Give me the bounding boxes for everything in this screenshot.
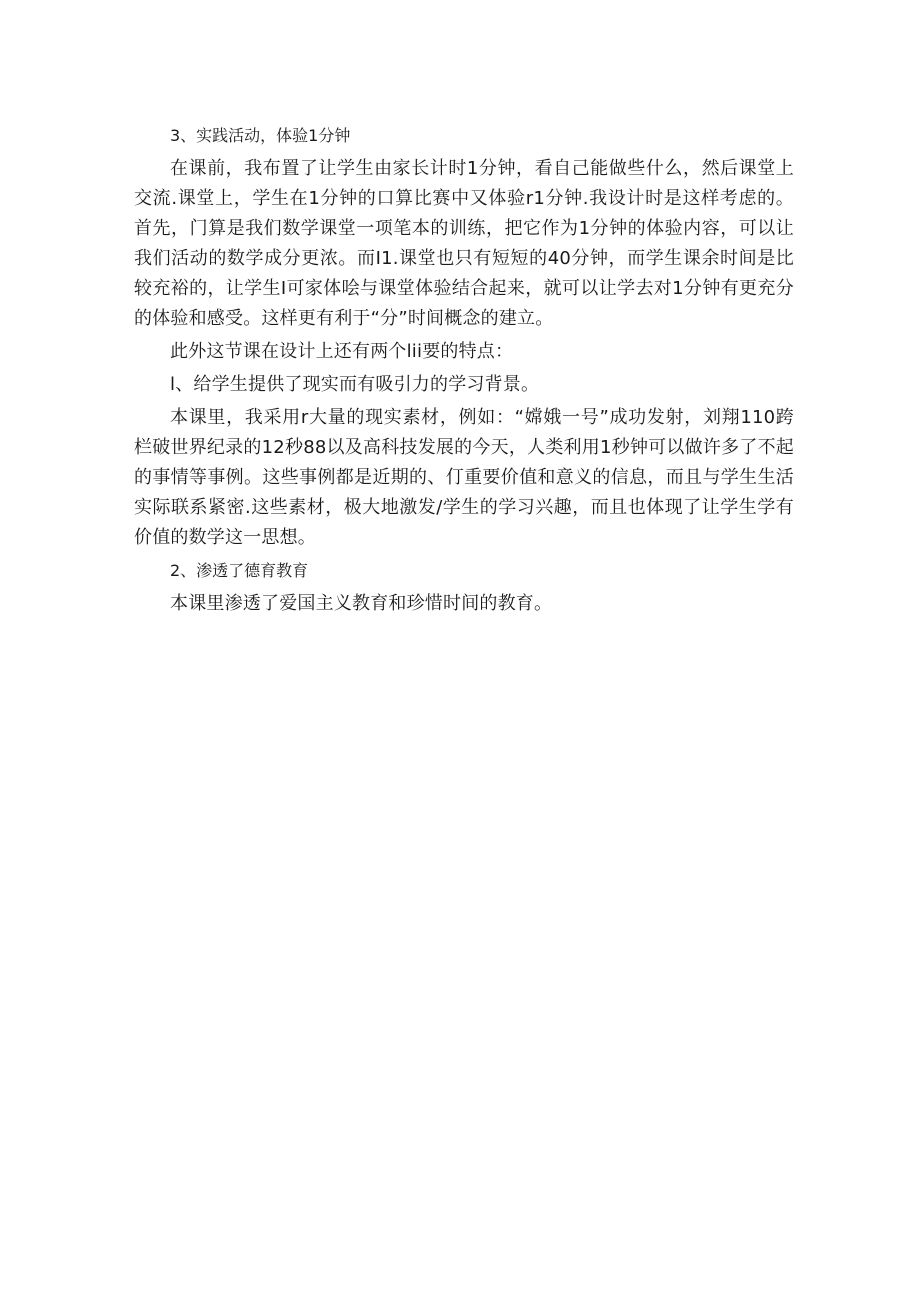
section-heading-practice: 3、实践活动，体验1分钟 <box>170 126 351 145</box>
paragraph-practice: 在课前，我布置了让学生由家长计时1分钟，看自己能做些什么，然后课堂上交流.课堂上，学生在1分钟的口算比赛中又体验r1分钟.我设计时是这样考虑的。首先，门算是我们数学课堂一项笔本的训练，把它作为1分钟的体验内容，可以让我们活动的数学成分更浓。而I1.课堂也只有短短的40分钟，而学生课余时间是比较充裕的，让学生I可家体哙与课堂体验结合起来，就可以让学去对1分钟有更充分的体验和感受。这样更有利于“分”时间概念的建立。 <box>134 158 794 329</box>
paragraph-features-intro: 此外这节课在设计上还有两个lii要的特点： <box>170 341 514 362</box>
document-body <box>134 121 794 622</box>
section-heading-moral-education: 2、渗透了德育教育 <box>170 561 309 580</box>
paragraph-moral-education: 本课里渗透了爱国主义教育和珍惜时间的教育。 <box>170 593 553 614</box>
paragraph-feature-1-title: l、给学生提供了现实而有吸引力的学习背景。 <box>170 374 540 395</box>
paragraph-feature-1-body: 本课里，我采用r大量的现实素材，例如：“嫦娥一号”成功发射，刘翔110跨栏破世界纪录的12秒88以及高科技发展的今天，人类利用1秒钟可以做许多了不起的事情等事例。这些事例都是近期的、仃重要价值和意义的信息，而且与学生生活实际联系紧密.这些素材，极大地激发/学生的学习兴趣，而且也体现了让学生学有价值的数学这一思想。 <box>134 407 794 548</box>
